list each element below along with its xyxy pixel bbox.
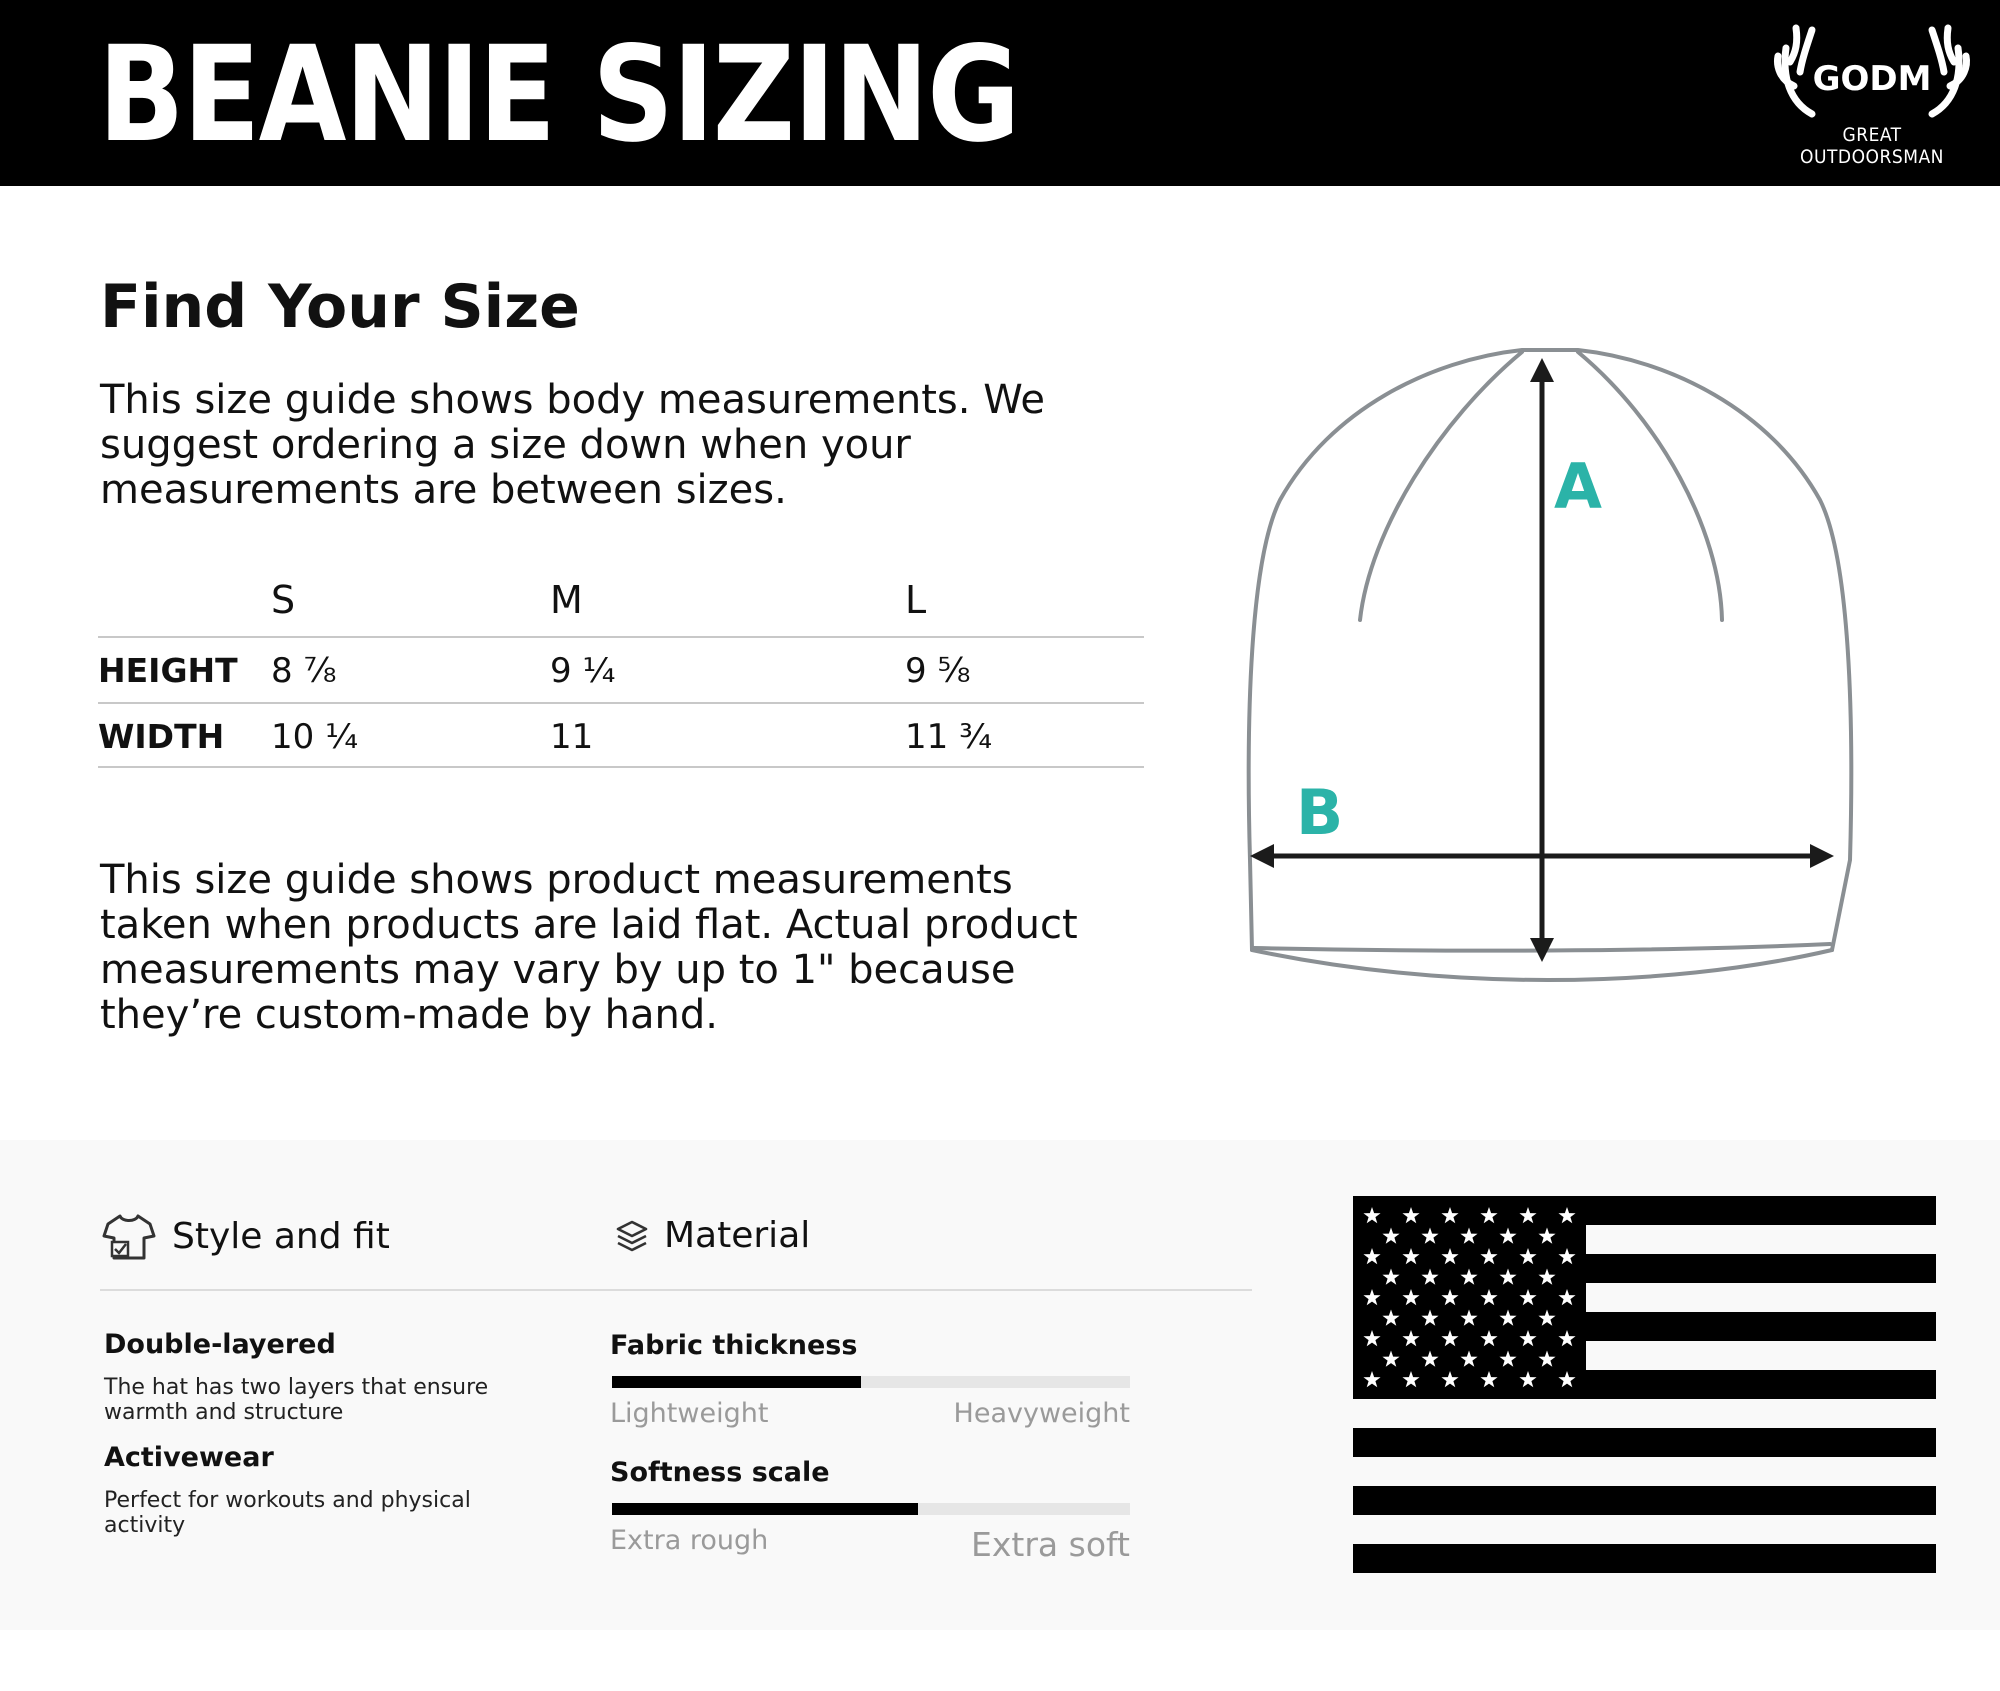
softness-fill [612,1503,918,1515]
style-fit-heading [102,1212,390,1262]
layers-icon [614,1216,650,1256]
scale-title-fabric-thickness: Fabric thickness [610,1330,858,1361]
american-flag-icon [1353,1196,1936,1573]
scale-min-label: Lightweight [610,1398,769,1429]
table-row [98,636,1144,702]
table-cell: 11 ¾ [905,717,993,757]
table-cell: 8 ⅞ [271,651,337,691]
column-header-l: L [905,578,927,622]
softness-track [612,1503,1130,1515]
beanie-diagram [1240,340,1860,1000]
feature-title-activewear: Activewear [104,1442,274,1473]
table-cell: 9 ⅝ [905,651,971,691]
size-table [98,570,1144,768]
antler-icon [1772,22,1972,122]
material-heading [614,1212,810,1260]
measure-arrows [1262,370,1822,950]
arrow-head-icon [1530,358,1554,382]
arrow-head-icon [1250,844,1274,868]
intro-text: This size guide shows body measurements. We suggest ordering a size down when your measurements are between sizes. [100,377,1046,513]
brand-tagline: GREAT OUTDOORSMAN [1800,124,1944,168]
row-label-width: WIDTH [98,717,225,756]
beanie-outline [1249,350,1852,980]
feature-desc-double-layered: The hat has two layers that ensure warmth and structure [104,1375,489,1425]
fabric-thickness-fill [612,1376,861,1388]
measurement-note: This size guide shows product measurements taken when products are laid flat. Actual product measurements may vary by up to 1" because they’re custom-made by hand. [100,857,1078,1038]
scale-min-label: Extra rough [610,1525,769,1556]
scale-title-softness: Softness scale [610,1457,830,1488]
flag-stripe [1353,1544,1936,1573]
brand-mark: GODM [1812,59,1932,99]
column-header-m: M [550,578,583,622]
feature-desc-activewear: Perfect for workouts and physical activity [104,1488,471,1538]
panel-divider [100,1289,1252,1291]
page-title: BEANIE SIZING [98,18,1019,172]
flag-stripe [1353,1486,1936,1515]
flag-stripe [1353,1428,1936,1457]
label-a: A [1554,450,1602,523]
table-row [98,702,1144,768]
column-header-s: S [271,578,296,622]
scale-max-label: Heavyweight [953,1398,1130,1429]
table-cell: 10 ¼ [271,717,359,757]
material-label: Material [664,1215,811,1256]
table-cell: 11 [550,717,594,757]
feature-title-double-layered: Double-layered [104,1329,336,1360]
brand-logo [1772,22,1972,168]
label-b: B [1296,776,1344,849]
scale-max-label: Extra soft [971,1525,1130,1564]
header-banner [0,0,2000,186]
size-table-header [98,570,1144,636]
table-cell: 9 ¼ [550,651,616,691]
style-fit-label: Style and fit [172,1216,390,1257]
arrow-head-icon [1810,844,1834,868]
row-label-height: HEIGHT [98,651,238,690]
shirt-check-icon [102,1212,158,1262]
find-size-title: Find Your Size [100,272,580,342]
fabric-thickness-track [612,1376,1130,1388]
